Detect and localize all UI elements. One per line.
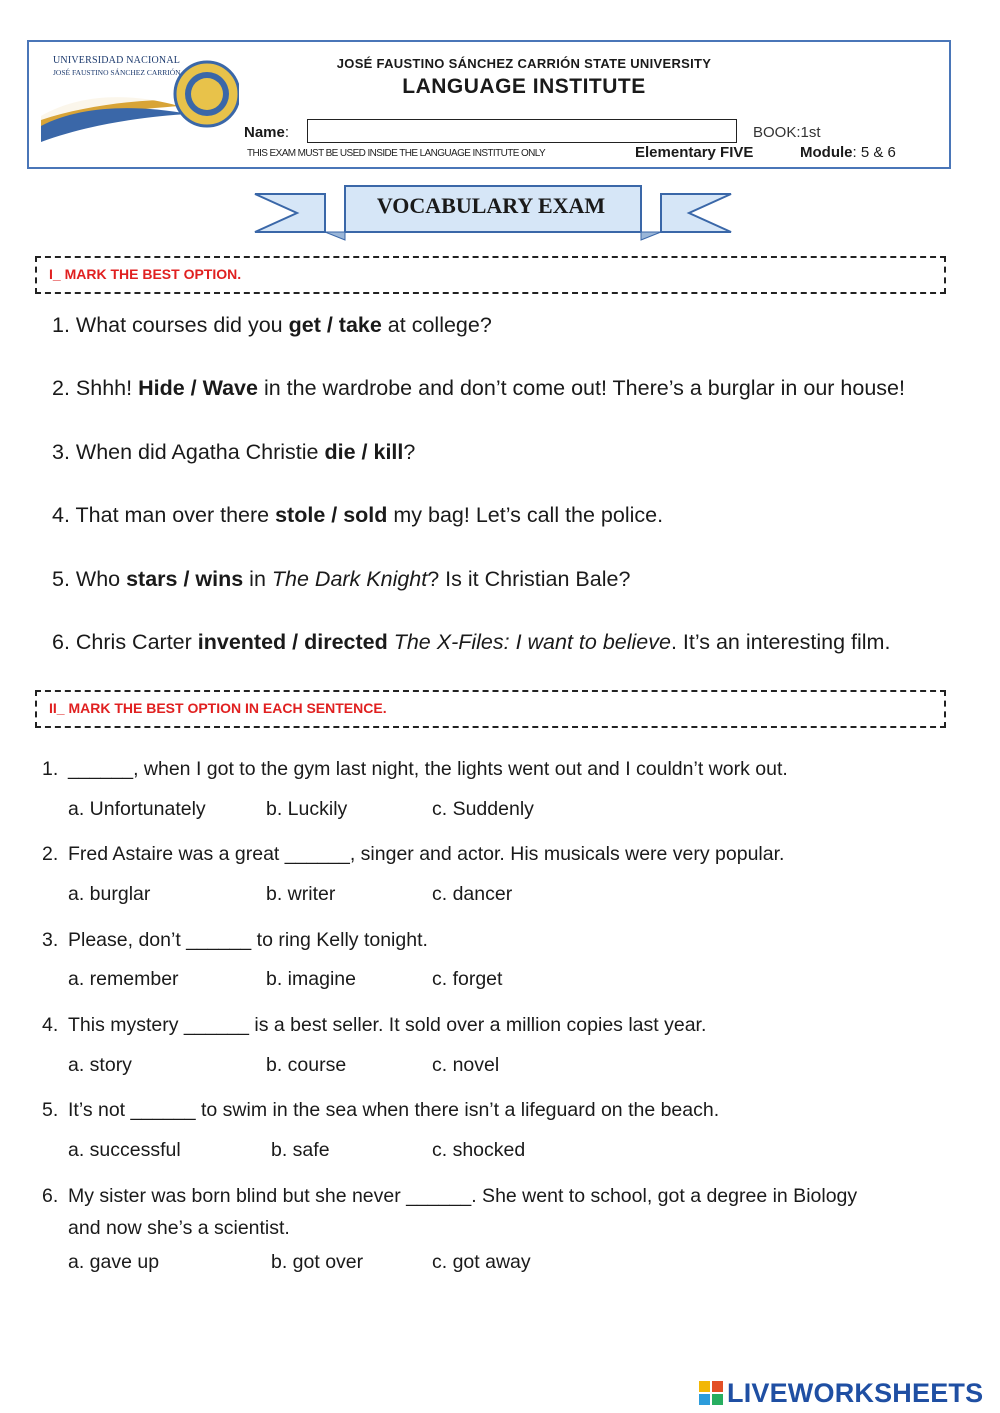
option-a[interactable]: a. successful [68, 1139, 181, 1161]
option-b[interactable]: b. course [266, 1054, 347, 1076]
institute-name: LANGUAGE INSTITUTE [402, 75, 646, 98]
option-b[interactable]: b. writer [266, 883, 336, 905]
option-b[interactable]: b. safe [271, 1139, 330, 1161]
option-a[interactable]: a. story [68, 1054, 132, 1076]
option-a[interactable]: a. remember [68, 968, 179, 990]
option-pair[interactable]: stars / wins [126, 567, 244, 591]
part1-question-2: 2. Shhh! Hide / Wave in the wardrobe and don’t come out! There’s a burglar in our house! [52, 376, 905, 400]
option-c[interactable]: c. shocked [432, 1139, 526, 1161]
part2-question-4: 4. This mystery ______ is a best seller. It sold over a million copies last year. [42, 1014, 707, 1036]
option-c[interactable]: c. forget [432, 968, 503, 990]
part2-question-3: 3. Please, don’t ______ to ring Kelly tonight. [42, 929, 428, 951]
option-pair[interactable]: invented / directed [197, 630, 388, 654]
part1-question-1: 1. What courses did you get / take at college? [52, 313, 492, 337]
part1-question-5: 5. Who stars / wins in The Dark Knight? Is it Christian Bale? [52, 567, 631, 591]
usage-notice: THIS EXAM MUST BE USED INSIDE THE LANGUAGE INSTITUTE ONLY [247, 148, 546, 159]
exam-title: VOCABULARY EXAM [376, 193, 606, 218]
option-pair[interactable]: Hide / Wave [138, 376, 258, 400]
option-pair[interactable]: die / kill [324, 440, 404, 464]
option-pair[interactable]: stole / sold [275, 503, 388, 527]
part2-question-6-cont: and now she’s a scientist. [68, 1217, 290, 1239]
part2-question-5: 5. It’s not ______ to swim in the sea when there isn’t a lifeguard on the beach. [42, 1099, 720, 1121]
module-label: Module: 5 & 6 [800, 144, 896, 161]
university-name: JOSÉ FAUSTINO SÁNCHEZ CARRIÓN STATE UNIVERSITY [336, 56, 712, 71]
part2-question-1: 1. ______, when I got to the gym last night, the lights went out and I couldn’t work out. [42, 758, 788, 780]
part1-question-4: 4. That man over there stole / sold my bag! Let’s call the police. [52, 503, 664, 527]
exam-header [27, 40, 951, 169]
name-input[interactable] [307, 119, 737, 143]
option-b[interactable]: b. got over [271, 1251, 364, 1273]
option-c[interactable]: c. dancer [432, 883, 513, 905]
brand-text: LIVEWORKSHEETS [727, 1377, 984, 1408]
option-c[interactable]: c. Suddenly [432, 798, 534, 820]
option-c[interactable]: c. got away [432, 1251, 531, 1273]
section-1-header [35, 256, 946, 294]
option-a[interactable]: a. Unfortunately [68, 798, 206, 820]
option-a[interactable]: a. burglar [68, 883, 151, 905]
liveworksheets-brand[interactable] [698, 1377, 983, 1409]
logo-text-line1: UNIVERSIDAD NACIONAL [53, 55, 181, 66]
option-c[interactable]: c. novel [432, 1054, 500, 1076]
name-label: Name: [244, 124, 290, 141]
level-label: Elementary FIVE [635, 144, 754, 161]
part2-question-2: 2. Fred Astaire was a great ______, singer and actor. His musicals were very popular. [42, 843, 785, 865]
option-b[interactable]: b. imagine [266, 968, 356, 990]
logo-text-line2: JOSÉ FAUSTINO SÁNCHEZ CARRIÓN [53, 68, 181, 77]
part2-question-6: 6. My sister was born blind but she never ______. She went to school, got a degree in Biology [42, 1185, 858, 1207]
liveworksheets-logo-icon [698, 1380, 724, 1406]
section-2-header [35, 690, 946, 728]
option-pair[interactable]: get / take [288, 313, 382, 337]
section-1-title: I_ MARK THE BEST OPTION. [49, 266, 242, 282]
section-2-title: II_ MARK THE BEST OPTION IN EACH SENTENCE. [49, 700, 387, 716]
book-label: BOOK:1st [753, 124, 821, 141]
option-b[interactable]: b. Luckily [266, 798, 348, 820]
part1-question-3: 3. When did Agatha Christie die / kill? [52, 440, 416, 464]
part1-question-6: 6. Chris Carter invented / directed The X-Files: I want to believe. It’s an interesting film. [52, 630, 891, 654]
option-a[interactable]: a. gave up [68, 1251, 160, 1273]
